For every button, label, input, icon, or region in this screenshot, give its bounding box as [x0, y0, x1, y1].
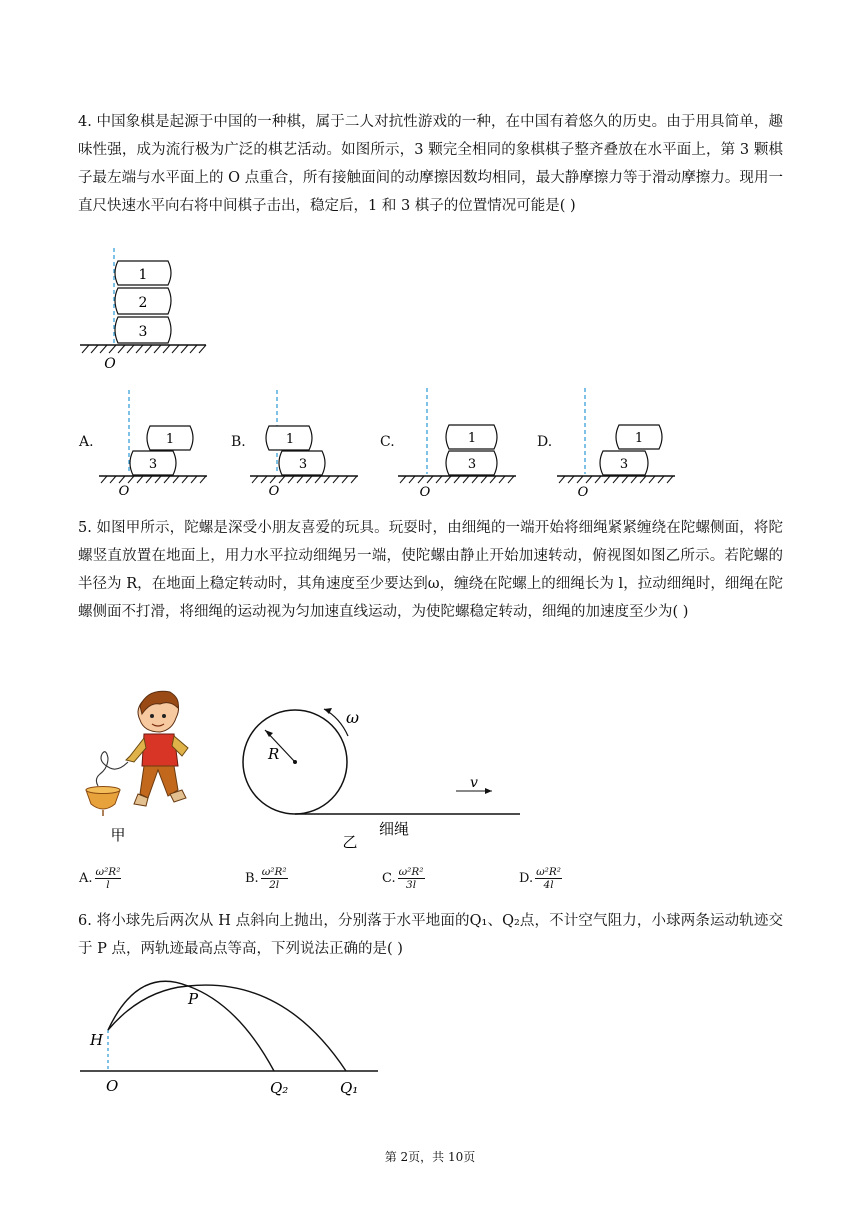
q5-option-D: D. ω²R² 4l	[519, 866, 561, 891]
svg-text:O: O	[577, 485, 589, 500]
q4-option-D-letter: D.	[537, 434, 553, 450]
label-P: P	[188, 990, 199, 1008]
q4-option-A-letter: A.	[79, 434, 94, 450]
q4-option-C-figure	[396, 388, 521, 500]
svg-text:1: 1	[165, 432, 175, 447]
label-O: O	[104, 356, 116, 372]
label-O: O	[106, 1077, 119, 1095]
label-3: 3	[138, 324, 148, 340]
trajectory-Q1	[108, 985, 346, 1071]
label-rope: 细绳	[378, 820, 410, 838]
label-Q2: Q₂	[270, 1079, 289, 1097]
label-H: H	[90, 1031, 104, 1049]
svg-text:3: 3	[619, 457, 629, 472]
q5-option-C: C. ω²R² 3l	[382, 866, 424, 891]
q5-figure-yi	[236, 692, 526, 852]
q4-option-C-letter: C.	[380, 434, 395, 450]
label-jia: 甲	[110, 826, 126, 844]
svg-text:O: O	[419, 485, 431, 500]
label-v: v	[470, 775, 478, 791]
question-5-text: 5. 如图甲所示，陀螺是深受小朋友喜爱的玩具。玩耍时，由细绳的一端开始将细绳紧紧缠绕在陀螺侧面，将陀螺竖直放置在地面上，用力水平拉动细绳另一端，使陀螺由静止开始加速转动，俯视图如图乙所示。若陀螺的半径为 R，在地面上稳定转动时，其角速度至少要达到ω，缠绕在陀螺上的细绳长为 l，拉动细绳时，细绳在陀螺侧面不打滑，将细绳的运动视为匀加速直线运动，为使陀螺稳定转动，细绳的加速度至少为( )	[78, 520, 783, 620]
q4-option-D-figure	[555, 388, 680, 500]
svg-text:3: 3	[467, 457, 477, 472]
label-omega: ω	[346, 708, 360, 727]
label-1: 1	[138, 267, 148, 283]
q4-option-B-letter: B.	[231, 434, 246, 450]
svg-text:1: 1	[634, 431, 644, 446]
label-R: R	[268, 745, 280, 763]
svg-text:3: 3	[148, 457, 158, 472]
q6-figure	[78, 970, 388, 1100]
q5-figure-jia	[78, 686, 208, 846]
q5-option-A: A. ω²R² l	[79, 866, 121, 891]
q5-option-B: B. ω²R² 2l	[245, 866, 287, 891]
svg-text:O: O	[268, 484, 280, 498]
q4-option-B-figure	[248, 388, 363, 498]
q4-option-A-figure	[97, 388, 212, 498]
svg-text:1: 1	[285, 432, 295, 447]
q4-main-figure	[78, 244, 218, 374]
question-4-text: 4. 中国象棋是起源于中国的一种棋，属于二人对抗性游戏的一种，在中国有着悠久的历史。由于用具简单，趣味性强，成为流行极为广泛的棋艺活动。如图所示，3 颗完全相同的象棋棋子整齐叠放在水平面上，第 3 颗棋子最左端与水平面上的 O 点重合，所有接触面间的动摩擦因数均相同，最大静摩擦力等于滑动摩擦力。现用一直尺快速水平向右将中间棋子击出，稳定后，1 和 3 棋子的位置情况可能是( )	[78, 114, 783, 214]
label-yi: 乙	[342, 833, 358, 851]
svg-text:1: 1	[467, 431, 477, 446]
label-2: 2	[138, 295, 148, 311]
svg-text:O: O	[118, 484, 130, 498]
svg-text:3: 3	[298, 457, 308, 472]
label-Q1: Q₁	[340, 1079, 359, 1097]
page-footer: 第 2页，共 10页	[384, 1150, 476, 1164]
question-6-text: 6. 将小球先后两次从 H 点斜向上抛出，分别落于水平地面的Q₁、Q₂点，不计空气阻力，小球两条运动轨迹交于 P 点，两轨迹最高点等高，下列说法正确的是( )	[78, 913, 783, 957]
